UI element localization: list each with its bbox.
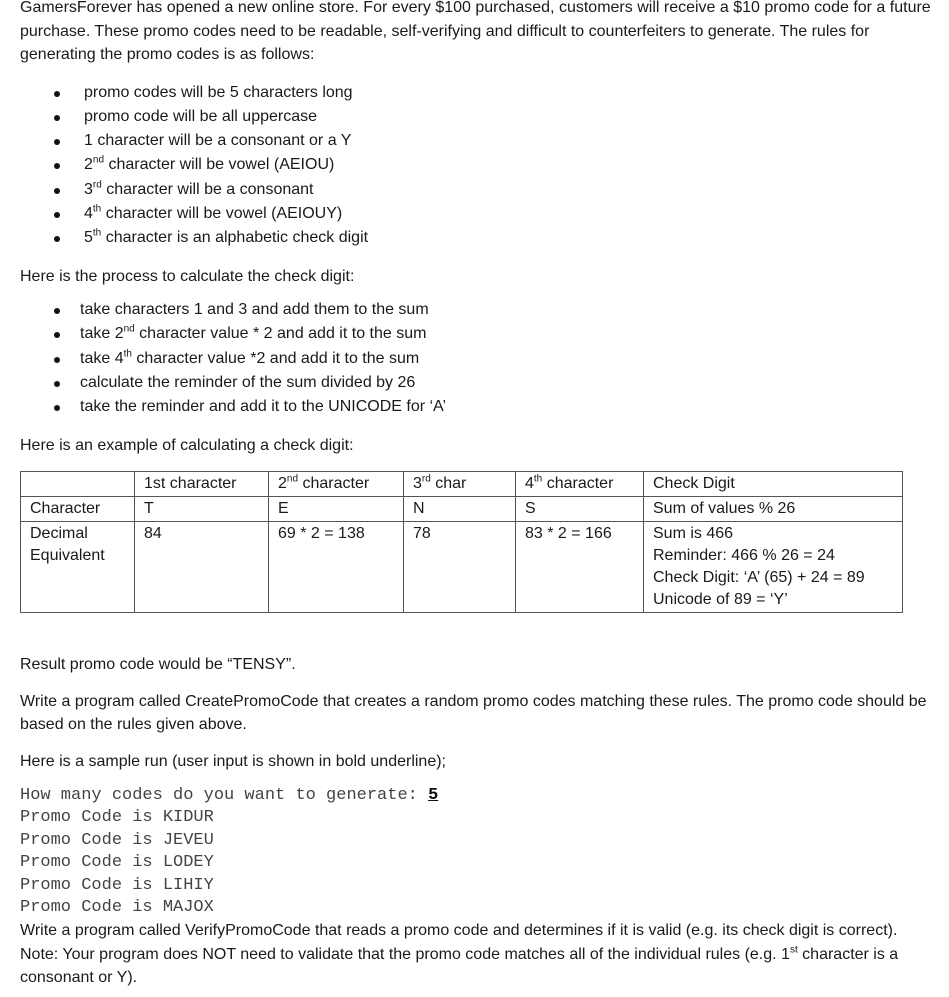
table-cell: [21, 472, 135, 497]
table-row: [21, 497, 903, 522]
rule-item: 2nd character will be vowel (AEIOU): [54, 153, 935, 177]
table-cell: Sum is 466 Reminder: 466 % 26 = 24 Check Digit: ‘A’ (65) + 24 = 89 Unicode of 89 = ‘Y’: [644, 522, 903, 613]
output-line: Promo Code is LODEY: [20, 853, 214, 873]
intro-paragraph: GamersForever has opened a new online store. For every $100 purchased, customers will receive a $10 promo code for a future purchase. These promo codes need to be readable, self-verifying and difficult to counterfeiters to generate. The rules for generating the promo codes is as follows:: [20, 0, 931, 63]
table-cell: 3rd char: [404, 472, 516, 497]
result-text: Result promo code would be “TENSY”.: [20, 656, 296, 674]
rule-item: 4th character will be vowel (AEIOUY): [54, 202, 935, 226]
create-program-text: Write a program called CreatePromoCode that creates a random promo codes matching these rules. The promo code should be based on the rules given above.: [20, 692, 927, 734]
table-cell: Sum of values % 26: [644, 497, 903, 522]
table-cell: 84: [135, 522, 269, 613]
output-line: Promo Code is MAJOX: [20, 898, 214, 918]
table-cell: Character: [21, 497, 135, 522]
process-heading: Here is the process to calculate the check digit:: [20, 267, 355, 285]
sample-heading: Here is a sample run (user input is shown in bold underline);: [20, 752, 446, 770]
rule-item: promo code will be all uppercase: [54, 105, 935, 129]
step-item: take 4th character value *2 and add it to the sum: [54, 347, 935, 371]
rule-item: 5th character is an alphabetic check digit: [54, 226, 935, 250]
check-digit-table: [20, 471, 903, 613]
rule-item: 3rd character will be a consonant: [54, 178, 935, 202]
table-cell: 69 * 2 = 138: [269, 522, 404, 613]
table-cell: Check Digit: [644, 472, 903, 497]
output-line: Promo Code is KIDUR: [20, 808, 214, 828]
table-cell: 78: [404, 522, 516, 613]
table-cell: 1st character: [135, 472, 269, 497]
step-item: take characters 1 and 3 and add them to the sum: [54, 298, 935, 322]
table-header-row: [21, 472, 903, 497]
document-page: [20, 0, 935, 990]
table-cell: 4th character: [516, 472, 644, 497]
steps-list: [54, 298, 935, 419]
table-cell: T: [135, 497, 269, 522]
user-input: 5: [428, 786, 439, 806]
step-item: take the reminder and add it to the UNICODE for ‘A’: [54, 395, 935, 419]
output-line: Promo Code is LIHIY: [20, 875, 214, 895]
rule-item: 1 character will be a consonant or a Y: [54, 129, 935, 153]
rules-list: [54, 81, 935, 251]
sample-run-output: [20, 785, 935, 919]
prompt-line: How many codes do you want to generate: 5: [20, 786, 439, 806]
example-heading: Here is an example of calculating a check digit:: [20, 436, 354, 454]
verify-program-text: Write a program called VerifyPromoCode that reads a promo code and determines if it is valid (e.g. its check digit is correct). Note: Your program does NOT need to validate that the promo code matches all of the individual rules (e.g. 1st character is a consonant or Y).: [20, 922, 899, 987]
table-cell: 2nd character: [269, 472, 404, 497]
table-cell: E: [269, 497, 404, 522]
table-cell: N: [404, 497, 516, 522]
table-cell: S: [516, 497, 644, 522]
table-cell: Decimal Equivalent: [21, 522, 135, 613]
table-cell: 83 * 2 = 166: [516, 522, 644, 613]
output-line: Promo Code is JEVEU: [20, 830, 214, 850]
rule-item: promo codes will be 5 characters long: [54, 81, 935, 105]
step-item: calculate the reminder of the sum divided by 26: [54, 371, 935, 395]
table-row: [21, 522, 903, 613]
step-item: take 2nd character value * 2 and add it to the sum: [54, 322, 935, 346]
